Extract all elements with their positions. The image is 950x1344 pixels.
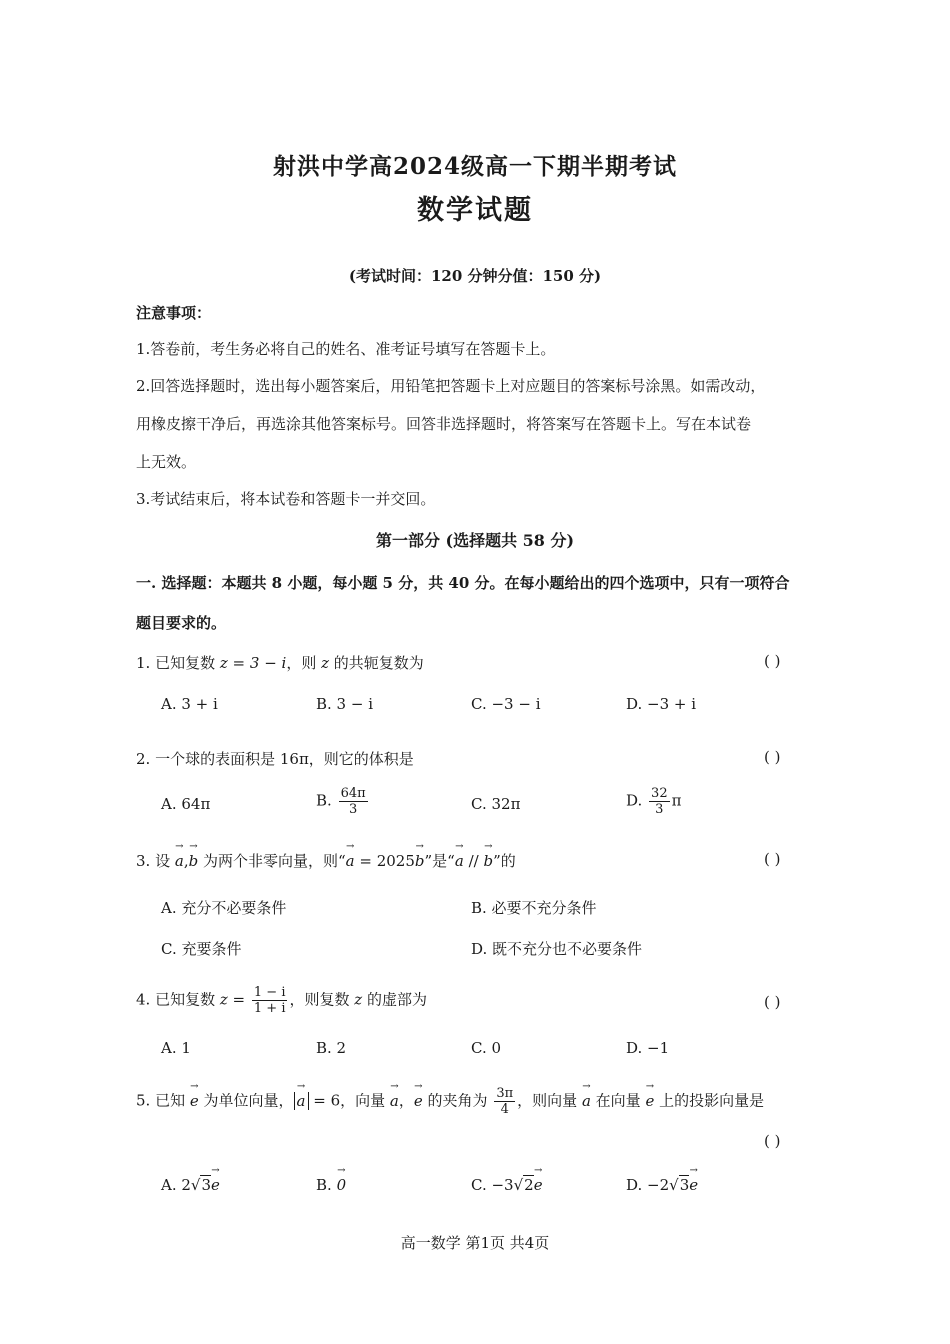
question-number: 4. bbox=[136, 990, 151, 1009]
question-text: 上的投影向量是 bbox=[654, 1091, 765, 1110]
option-d: D. −1 bbox=[626, 1039, 670, 1057]
note-item: 用橡皮擦干净后，再选涂其他答案标号。回答非选择题时，将答案写在答题卡上。写在本试卷 bbox=[136, 415, 752, 433]
option-c: C. 充要条件 bbox=[161, 940, 242, 958]
question-number: 1. bbox=[136, 654, 151, 672]
note-item: 3.考试结束后，将本试卷和答题卡一并交回。 bbox=[136, 490, 436, 508]
option-label: D. bbox=[626, 791, 643, 810]
math-expr: = 2025 bbox=[354, 852, 415, 870]
question-text: ，则复数 bbox=[289, 990, 355, 1009]
math-expr: = bbox=[227, 990, 250, 1009]
answer-paren: ( ) bbox=[764, 652, 781, 670]
question-4 bbox=[136, 985, 427, 1016]
vector-e: → e bbox=[190, 1092, 199, 1110]
vector-a: → a bbox=[297, 1092, 306, 1110]
math-expr: // bbox=[463, 852, 484, 870]
fraction-numerator: 64π bbox=[340, 786, 366, 801]
question-text: ，则 bbox=[286, 654, 322, 672]
option-c: C. 32π bbox=[471, 795, 521, 813]
vector-b: → b bbox=[189, 852, 199, 870]
vector-e: → e bbox=[645, 1092, 654, 1110]
question-text: 已知复数 bbox=[155, 654, 220, 672]
sqrt-radicand: 2 bbox=[524, 1176, 534, 1194]
option-a: A. 充分不必要条件 bbox=[161, 899, 287, 917]
fraction-numerator: 1 − i bbox=[253, 985, 286, 1000]
option-c: C. −3 − i bbox=[471, 695, 541, 713]
part1-intro: 一. 选择题：本题共 8 小题，每小题 5 分，共 40 分。在每小题给出的四个选项中，只有一项符合 bbox=[136, 574, 790, 592]
vector-e: → e bbox=[414, 1092, 423, 1110]
fraction-numerator: 3π bbox=[496, 1086, 514, 1101]
fraction bbox=[494, 1086, 515, 1117]
sqrt-radicand: 3 bbox=[201, 1176, 212, 1194]
math-var: z bbox=[354, 990, 363, 1009]
sqrt-sign: √ bbox=[513, 1176, 524, 1194]
fraction bbox=[252, 985, 288, 1016]
sqrt-radicand: 3 bbox=[679, 1176, 690, 1194]
note-item: 2.回答选择题时，选出每小题答案后，用铅笔把答题卡上对应题目的答案标号涂黑。如需改动， bbox=[136, 377, 766, 395]
question-text: 的虚部为 bbox=[362, 990, 427, 1009]
option-d: D. 既不充分也不必要条件 bbox=[471, 940, 643, 958]
option-c bbox=[471, 1176, 543, 1194]
notes-heading: 注意事项： bbox=[136, 304, 212, 322]
question-text: 已知 bbox=[155, 1091, 190, 1110]
vector-a: → a bbox=[175, 852, 184, 870]
option-b: B. 3 − i bbox=[316, 695, 374, 713]
vector-magnitude bbox=[294, 1092, 309, 1110]
option-text: D. −2 bbox=[626, 1176, 670, 1194]
question-3 bbox=[136, 850, 516, 871]
part1-heading: 第一部分 (选择题共 58 分) bbox=[375, 531, 575, 550]
vector-a: → a bbox=[582, 1092, 591, 1110]
question-text: ”是“ bbox=[424, 852, 455, 870]
math-var: z bbox=[321, 654, 330, 672]
sqrt-sign: √ bbox=[669, 1176, 679, 1194]
vector-a: → a bbox=[390, 1092, 399, 1110]
question-text: , bbox=[183, 852, 189, 870]
answer-paren: ( ) bbox=[764, 993, 781, 1011]
option-a bbox=[161, 1176, 220, 1194]
fraction-denominator: 3 bbox=[348, 802, 358, 817]
option-text: A. 2 bbox=[161, 1176, 191, 1194]
part1-intro: 题目要求的。 bbox=[136, 614, 227, 632]
question-5 bbox=[136, 1086, 764, 1117]
fraction-denominator: 4 bbox=[500, 1102, 509, 1117]
math-var: z bbox=[219, 990, 228, 1009]
question-text: 一个球的表面积是 16π，则它的体积是 bbox=[155, 750, 414, 768]
question-number: 5. bbox=[136, 1091, 151, 1110]
option-d: D. −3 + i bbox=[626, 695, 697, 713]
question-text: 为单位向量， bbox=[198, 1091, 294, 1110]
exam-title: 射洪中学高2024级高一下期半期考试 bbox=[272, 153, 677, 180]
fraction bbox=[339, 786, 368, 817]
question-number: 2. bbox=[136, 750, 151, 768]
question-2 bbox=[136, 748, 414, 769]
answer-paren: ( ) bbox=[764, 1132, 781, 1150]
fraction bbox=[649, 786, 670, 817]
option-label: B. bbox=[316, 791, 332, 810]
option-c: C. 0 bbox=[471, 1039, 502, 1057]
question-text: 设 bbox=[155, 852, 175, 870]
fraction-numerator: 32 bbox=[651, 786, 668, 801]
option-b bbox=[316, 786, 370, 817]
option-a: A. 1 bbox=[161, 1039, 191, 1057]
vector-b: → b bbox=[483, 852, 493, 870]
question-text: 的共轭复数为 bbox=[329, 654, 424, 672]
vector-a: → a bbox=[346, 852, 355, 870]
vector-e: → e bbox=[689, 1176, 698, 1194]
option-d bbox=[626, 1176, 698, 1194]
vector-b: → b bbox=[415, 852, 425, 870]
question-text: 在向量 bbox=[590, 1091, 646, 1110]
question-number: 3. bbox=[136, 852, 151, 870]
question-text: ，则向量 bbox=[517, 1091, 582, 1110]
question-text: ， bbox=[398, 1091, 414, 1110]
vector-e: → e bbox=[534, 1176, 543, 1194]
question-text: 的夹角为 bbox=[422, 1091, 493, 1110]
option-text: C. −3 bbox=[471, 1176, 514, 1194]
question-text: ”的 bbox=[493, 852, 516, 870]
fraction-denominator: 3 bbox=[655, 802, 664, 817]
option-b: B. 必要不充分条件 bbox=[471, 899, 597, 917]
option-b bbox=[316, 1176, 346, 1194]
zero-vector: → 0 bbox=[337, 1176, 347, 1194]
note-item: 上无效。 bbox=[136, 453, 197, 471]
option-a: A. 64π bbox=[161, 795, 211, 813]
answer-paren: ( ) bbox=[764, 850, 781, 868]
exam-info: (考试时间：120 分钟分值：150 分) bbox=[348, 267, 602, 285]
fraction-denominator: 1 + i bbox=[253, 1001, 286, 1016]
option-d bbox=[626, 786, 681, 817]
vector-a: → a bbox=[455, 852, 464, 870]
question-text: 已知复数 bbox=[155, 990, 220, 1009]
vector-e: → e bbox=[211, 1176, 220, 1194]
option-text: B. bbox=[316, 1176, 337, 1194]
math-expr: = 6，向量 bbox=[308, 1091, 390, 1110]
sqrt-sign: √ bbox=[190, 1176, 201, 1194]
option-a: A. 3 + i bbox=[161, 695, 218, 713]
note-item: 1.答卷前，考生务必将自己的姓名、准考证号填写在答题卡上。 bbox=[136, 340, 556, 358]
question-text: 为两个非零向量，则“ bbox=[198, 852, 346, 870]
question-1 bbox=[136, 652, 424, 673]
page-footer: 高一数学 第1页 共4页 bbox=[400, 1234, 550, 1252]
answer-paren: ( ) bbox=[764, 748, 781, 766]
exam-subtitle: 数学试题 bbox=[417, 195, 533, 226]
math-expr: z = 3 − i bbox=[219, 654, 287, 672]
option-suffix: π bbox=[671, 791, 682, 810]
option-b: B. 2 bbox=[316, 1039, 347, 1057]
